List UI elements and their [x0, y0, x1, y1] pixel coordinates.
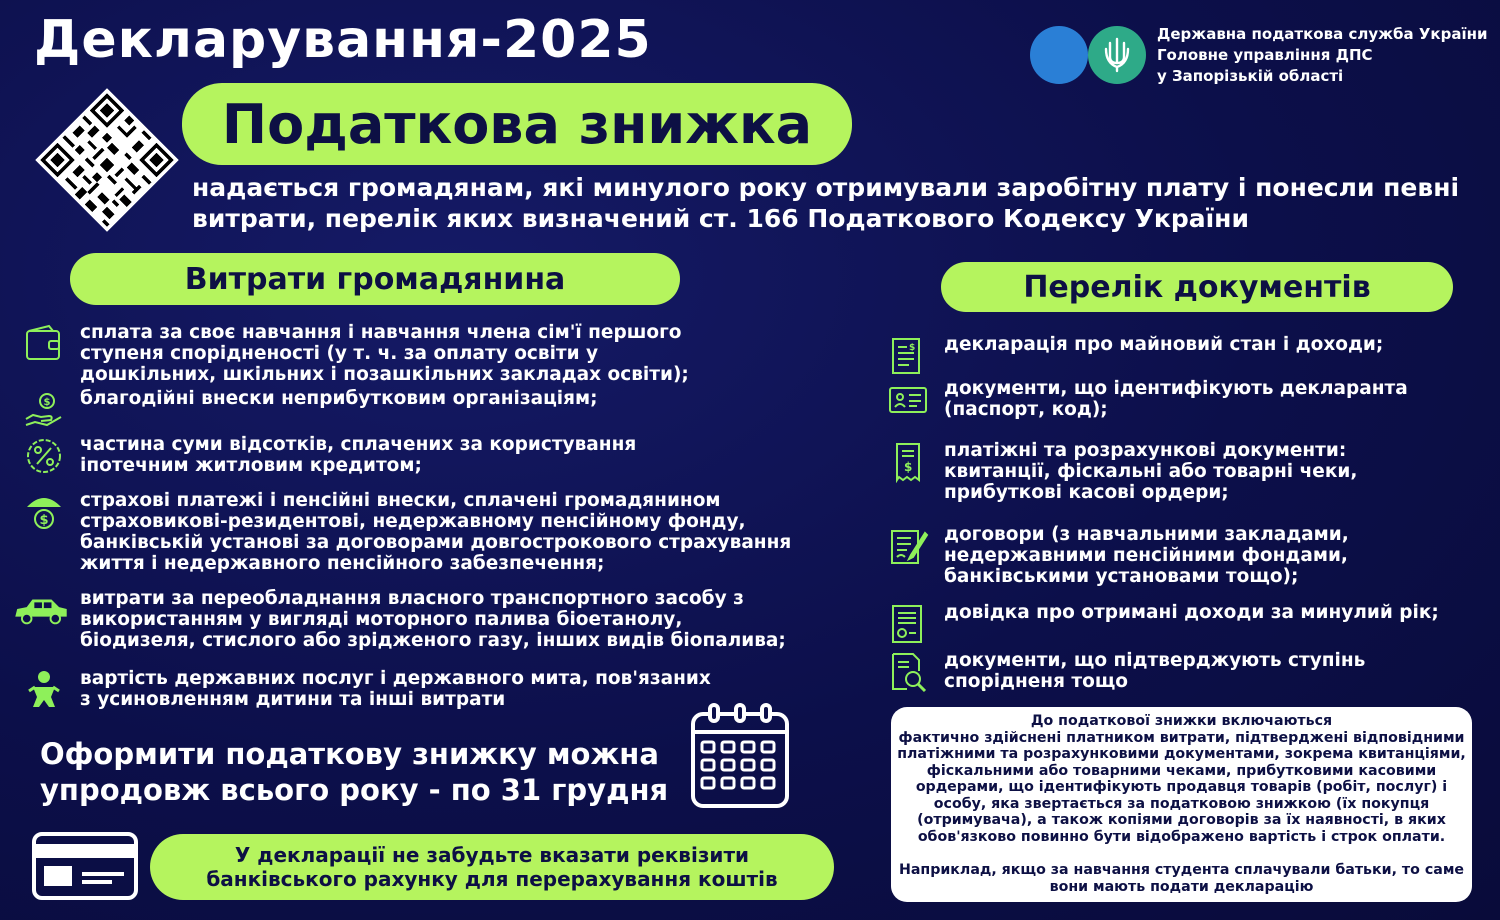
- receipt-icon: [886, 440, 930, 484]
- org-line-2: Головне управління ДПС: [1157, 46, 1373, 64]
- list-item: [22, 434, 702, 478]
- expense-text: вартість державних послуг і державного мита, пов'язаних з усиновленням дитини та інші витрати: [80, 668, 711, 710]
- list-item: [22, 322, 702, 385]
- logo-blue-circle: [1030, 26, 1088, 84]
- document-text: платіжні та розрахункові документи: квитанції, фіскальні або товарні чеки, прибуткові касові ордери;: [944, 440, 1358, 503]
- wallet-icon: [22, 322, 66, 366]
- bank-reminder: [150, 834, 834, 900]
- note-heading: До податкової знижки включаються: [1030, 713, 1333, 729]
- expense-text: благодійні внески неприбутковим організаціям;: [80, 388, 598, 409]
- svg-text:$: $: [43, 397, 51, 408]
- list-item: [22, 388, 702, 432]
- deadline-line-1: Оформити податкову знижку можна: [40, 737, 659, 771]
- org-line-1: Державна податкова служба України: [1157, 25, 1488, 43]
- organization-name: [1157, 24, 1487, 87]
- donation-hand-icon: [22, 388, 66, 432]
- svg-text:$: $: [904, 460, 913, 474]
- list-item: [886, 524, 1446, 587]
- expense-text: страхові платежі і пенсійні внески, сплачені громадянином страховикові-резидентові, недержавному пенсійному фонду, банківській установі за договорами довгострокового страхування життя і недержавного пенсійного забезпечення;: [80, 490, 792, 574]
- document-text: декларація про майновий стан і доходи;: [944, 334, 1384, 355]
- documents-heading: Перелік документів: [941, 262, 1453, 312]
- note-body: фактично здійснені платником витрати, підтверджені відповідними платіжними та розрахунковими документами, зокрема квитанціями, фіскальними або товарними чеками, прибутковими касовими ордерами, що ідентифікують продавця товарів (робіт, послуг) і особу, яка звертається за податковою знижкою (їх покупця (отримувача), а також копіями договорів за їх наявності, в яких обов'язково повинно бути відображено вартість і строк оплати.: [897, 729, 1466, 845]
- expense-text: частина суми відсотків, сплачених за користування іпотечним житловим кредитом;: [80, 434, 637, 476]
- umbrella-money-icon: [22, 490, 66, 534]
- list-item: [22, 490, 802, 574]
- list-item: [886, 378, 1446, 422]
- subtitle: надається громадянам, які минулого року отримували заробітну плату і понесли певні витрати, перелік яких визначений ст. 166 Податкового Кодексу України: [192, 173, 1460, 233]
- expense-text: сплата за своє навчання і навчання члена сім'ї першого ступеня спорідненості (у т. ч. за оплату освіти у дошкільних, шкільних і позашкільних закладах освіти);: [80, 322, 689, 385]
- bank-reminder-line-2: банківського рахунку для перерахування коштів: [206, 867, 778, 891]
- list-item: [886, 650, 1446, 694]
- deadline-text: [40, 736, 680, 808]
- svg-text:$: $: [909, 343, 916, 353]
- declaration-icon: [886, 334, 930, 378]
- id-card-icon: [886, 378, 930, 422]
- contract-icon: [886, 524, 930, 568]
- child-icon: [22, 668, 66, 712]
- bank-card-icon: [32, 832, 138, 900]
- expense-text: витрати за переобладнання власного транспортного засобу з використанням у вигляді моторного палива біоетанолу, біодизеля, стислого або зрідженого газу, інших видів біопалива;: [80, 588, 786, 651]
- note-example: Наприклад, якщо за навчання студента сплачували батьки, то саме вони мають подати декларацію: [898, 862, 1465, 895]
- calendar-icon: [690, 702, 790, 810]
- org-line-3: у Запорізькій області: [1157, 67, 1344, 85]
- list-item: [886, 602, 1446, 646]
- document-search-icon: [886, 650, 930, 694]
- svg-text:$: $: [39, 513, 49, 528]
- bank-reminder-line-1: У декларації не забудьте вказати реквізити: [234, 843, 750, 867]
- percent-icon: [22, 434, 66, 478]
- deadline-line-2: упродовж всього року - по 31 грудня: [40, 773, 669, 807]
- list-item: [22, 668, 722, 712]
- page-title: Декларування-2025: [34, 10, 652, 70]
- list-item: [886, 440, 1446, 503]
- car-icon: [10, 588, 72, 632]
- note-box: [891, 707, 1472, 902]
- list-item: [10, 588, 800, 651]
- document-text: документи, що ідентифікують декларанта (паспорт, код);: [944, 378, 1408, 420]
- main-heading: Податкова знижка: [182, 83, 852, 165]
- document-text: довідка про отримані доходи за минулий рік;: [944, 602, 1439, 623]
- document-text: договори (з навчальними закладами, недержавними пенсійними фондами, банківськими установами тощо);: [944, 524, 1349, 587]
- expenses-heading: Витрати громадянина: [70, 253, 680, 305]
- document-text: документи, що підтверджують ступінь спорідненя тощо: [944, 650, 1366, 692]
- list-item: [886, 334, 1446, 378]
- certificate-icon: [886, 602, 930, 646]
- trident-icon: [1088, 26, 1146, 84]
